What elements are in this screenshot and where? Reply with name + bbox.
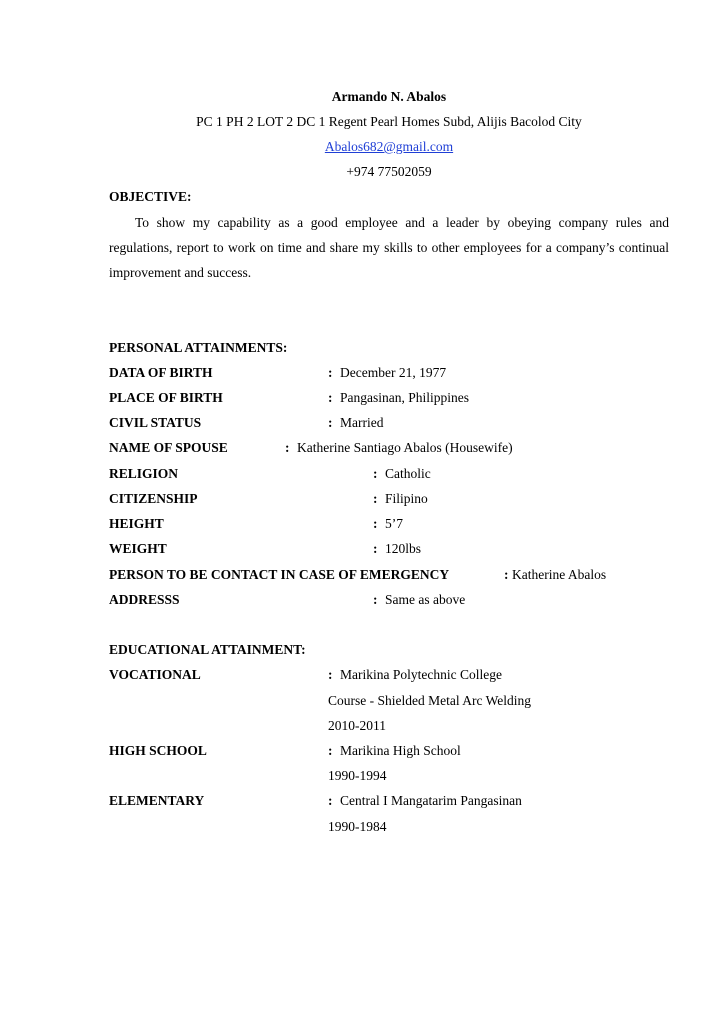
colon: : [328,743,333,758]
personal-label: NAME OF SPOUSE [109,440,228,455]
personal-label: CIVIL STATUS [109,415,202,430]
high-school-name: Marikina High School [340,743,461,758]
personal-label: HEIGHT [109,516,164,531]
colon: : [328,667,333,682]
personal-label: PERSON TO BE CONTACT IN CASE OF EMERGENCY [109,567,450,582]
colon: : [373,541,378,556]
colon: : [285,440,290,455]
high-school-years: 1990-1994 [328,768,387,783]
personal-label: WEIGHT [109,541,167,556]
colon: : [328,415,333,430]
personal-value: Katherine Abalos [512,567,607,582]
personal-heading: PERSONAL ATTAINMENTS: [109,340,288,355]
applicant-name: Armando N. Abalos [331,89,447,104]
colon: : [328,793,333,808]
personal-label: RELIGION [109,466,179,481]
personal-value: Same as above [385,592,466,607]
colon: : [373,592,378,607]
personal-value: Pangasinan, Philippines [340,390,469,405]
colon: : [373,466,378,481]
personal-value: 5’7 [385,516,403,531]
objective-paragraph: To show my capability as a good employee and a leader by obeying company rules and regulations, report to work on time and share my skills to other employees for a company’s continual improvement and success. [109,215,669,280]
email-link[interactable]: Abalos682@gmail.com [324,139,454,154]
applicant-phone: +974 77502059 [346,164,432,179]
education-heading: EDUCATIONAL ATTAINMENT: [109,642,306,657]
applicant-email-line [0,139,724,155]
colon: : [328,365,333,380]
applicant-address: PC 1 PH 2 LOT 2 DC 1 Regent Pearl Homes Subd, Alijis Bacolod City [196,114,582,129]
elementary-school: Central I Mangatarim Pangasinan [340,793,522,808]
colon: : [504,567,509,582]
vocational-label: VOCATIONAL [109,667,201,682]
vocational-course: Course - Shielded Metal Arc Welding [328,693,532,708]
personal-label: PLACE OF BIRTH [109,390,223,405]
elementary-label: ELEMENTARY [109,793,205,808]
colon: : [373,516,378,531]
personal-label: ADDRESSS [109,592,180,607]
colon: : [328,390,333,405]
personal-label: DATA OF BIRTH [109,365,213,380]
vocational-years: 2010-2011 [328,718,386,733]
objective-heading: OBJECTIVE: [109,189,192,204]
personal-value: 120lbs [385,541,422,556]
vocational-school: Marikina Polytechnic College [340,667,502,682]
colon: : [373,491,378,506]
high-school-label: HIGH SCHOOL [109,743,207,758]
personal-value: Catholic [385,466,431,481]
personal-value: December 21, 1977 [340,365,447,380]
personal-label: CITIZENSHIP [109,491,198,506]
elementary-years: 1990-1984 [328,819,387,834]
personal-value: Katherine Santiago Abalos (Housewife) [297,440,513,455]
personal-value: Married [340,415,384,430]
personal-value: Filipino [385,491,428,506]
objective-text [109,210,669,285]
